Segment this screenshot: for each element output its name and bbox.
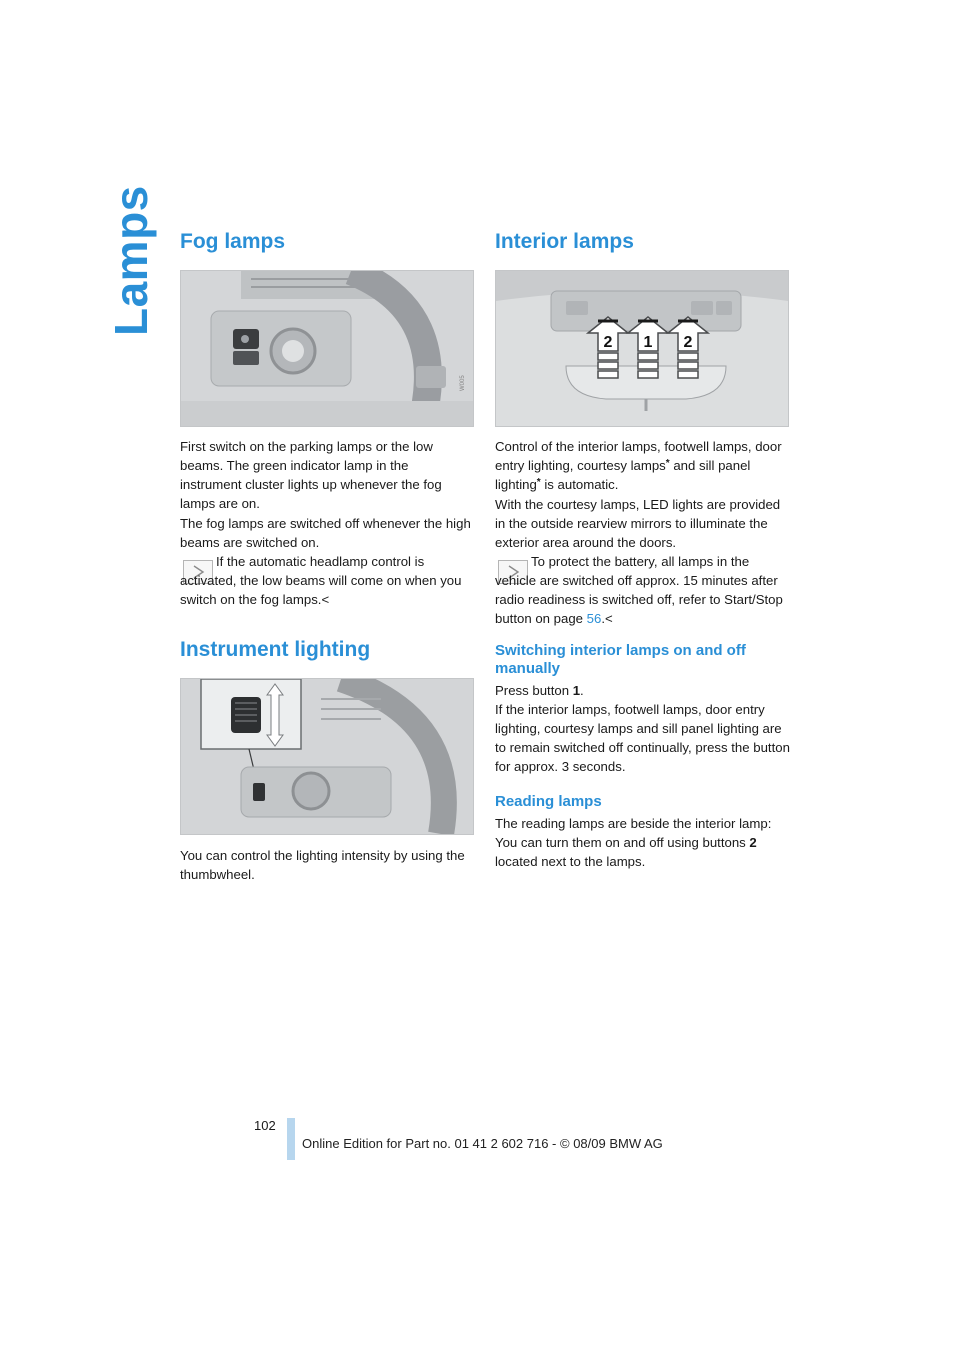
figure-label-1: 1 <box>643 334 653 351</box>
option-star: * <box>665 458 670 469</box>
interior-lamps-figure <box>495 270 789 427</box>
figure-label-2-left: 2 <box>603 334 613 351</box>
interior-text-part-c: is automatic. <box>540 477 619 492</box>
fog-lamps-figure <box>180 270 474 427</box>
interior-text-part-b: and sill panel lighting <box>495 458 751 492</box>
interior-lamps-text-1 <box>495 437 790 494</box>
switching-text-2: If the interior lamps, footwell lamps, door entry lighting, courtesy lamps and sill panel lighting are to remain switched off continually, press the button for approx. 3 seconds. <box>495 702 790 774</box>
instrument-lighting-figure <box>180 678 474 835</box>
interior-lamps-heading: Interior lamps <box>495 230 634 253</box>
interior-lamps-text-2: With the courtesy lamps, LED lights are provided in the outside rearview mirrors to illuminate the exterior area around the doors. <box>495 497 781 550</box>
section-side-title: Lamps <box>105 185 157 336</box>
instrument-lighting-heading: Instrument lighting <box>180 638 371 661</box>
reading-text-a: The reading lamps are beside the interior lamp: You can turn them on and off using buttons <box>495 816 772 850</box>
button-2-ref: 2 <box>749 835 757 850</box>
fog-lamps-heading: Fog lamps <box>180 230 286 253</box>
fog-lamps-heading-wrap <box>180 230 480 254</box>
page-number: 102 <box>254 1118 276 1133</box>
fog-lamps-text-1: First switch on the parking lamps or the low beams. The green indicator lamp in the instrument cluster lights up whenever the fog lamps are on. <box>180 439 442 511</box>
footer-edition-text: Online Edition for Part no. 01 41 2 602 716 - © 08/09 BMW AG <box>302 1136 663 1151</box>
button-1-ref: 1 <box>572 683 581 698</box>
fog-note-end-mark: < <box>321 592 330 607</box>
fog-note-text: If the automatic headlamp control is activated, the low beams will come on when you switch on the fog lamps. <box>180 554 462 607</box>
reading-lamps-heading: Reading lamps <box>495 793 602 810</box>
option-star: * <box>536 477 541 488</box>
page-56-link[interactable]: 56 <box>586 611 602 626</box>
fog-lamps-note <box>180 552 472 609</box>
interior-text-part-a: Control of the interior lamps, footwell lamps, door entry lighting, courtesy lamps <box>495 439 782 473</box>
interior-note-text: To protect the battery, all lamps in the vehicle are switched off approx. 15 minutes after radio readiness is switched off, refer to Start/Stop button on page <box>495 554 783 626</box>
fog-lamps-text-2: The fog lamps are switched off whenever the high beams are switched on. <box>180 516 471 550</box>
switching-text-1 <box>495 681 790 700</box>
instrument-lighting-text: You can control the lighting intensity by using the thumbwheel. <box>180 848 465 882</box>
figure-label-2-right: 2 <box>683 334 693 351</box>
svg-text:W005: W005 <box>460 375 466 391</box>
interior-lamps-note <box>495 552 790 628</box>
switching-heading: Switching interior lamps on and off manually <box>495 642 746 677</box>
interior-note-end-mark: .< <box>601 611 613 626</box>
reading-lamps-text <box>495 814 792 871</box>
footer-accent-bar <box>287 1118 295 1160</box>
switching-text-a: Press button <box>495 683 573 698</box>
reading-text-c: located next to the lamps. <box>495 854 646 869</box>
switching-text-c: . <box>580 683 584 698</box>
